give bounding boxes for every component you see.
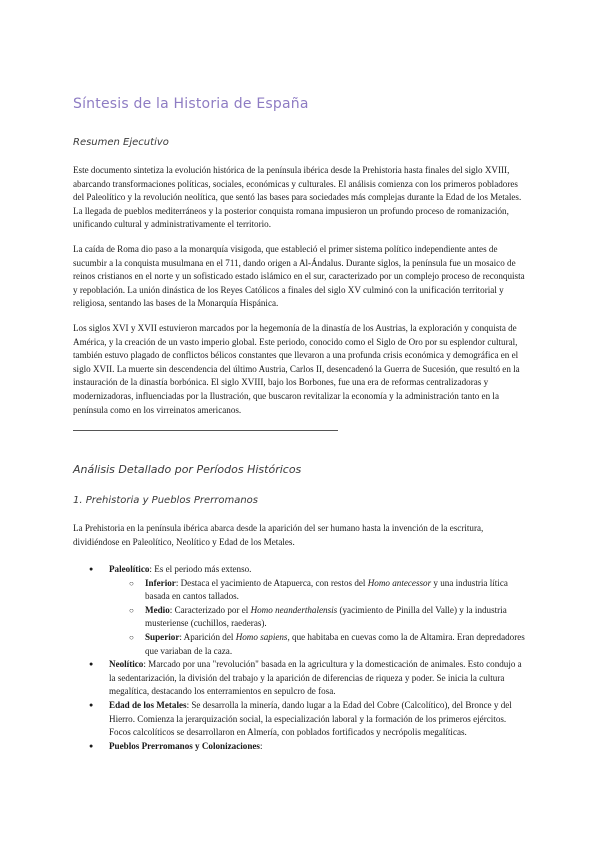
summary-heading: Resumen Ejecutivo <box>73 137 169 148</box>
horizontal-divider <box>73 430 338 431</box>
list-item-superior <box>109 631 530 658</box>
analysis-heading: Análisis Detallado por Períodos Históricos <box>73 463 302 476</box>
text-medio-b: (yacimiento de Pinilla del Valle) y la industria musteriense (cuchillos, raederas). <box>145 604 507 629</box>
species-antecessor: Homo antecessor <box>367 577 432 588</box>
periods-list <box>73 563 530 753</box>
list-item-inferior <box>109 577 530 604</box>
text-neolitico: : Marcado por una "revolución" basada en la agricultura y la domesticación de animales. Esto condujo a la sedentarización, la división del trabajo y la aparición de diferencias de riqueza y poder. Se inicia la cultura megalítica, destacando los enterramientos en sepulcro de fosa. <box>109 659 522 697</box>
term-neolitico: Neolítico <box>109 659 144 670</box>
list-item-pueblos <box>73 740 530 754</box>
term-inferior: Inferior <box>145 577 176 588</box>
species-neanderthalensis: Homo neanderthalensis <box>250 604 338 615</box>
term-medio: Medio <box>145 604 170 615</box>
term-superior: Superior <box>145 631 180 642</box>
list-item-medio <box>109 604 530 631</box>
term-metales: Edad de los Metales <box>109 699 187 710</box>
term-pueblos: Pueblos Prerromanos y Colonizaciones <box>109 740 260 751</box>
summary-paragraph-2: La caída de Roma dio paso a la monarquía visigoda, que estableció el primer sistema político independiente antes de sucumbir a la conquista musulmana en el 711, dando origen a Al-Ándalus. Durante siglos, la península fue un mosaico de reinos cristianos en el norte y un sofisticado estado islámico en el sur, caracterizado por un complejo proceso de reconquista y repoblación. La unión dinástica de los Reyes Católicos a finales del siglo XV culminó con la unificación territorial y religiosa, sentando las bases de la Monarquía Hispánica. <box>73 244 525 309</box>
section-heading-prehistoria: 1. Prehistoria y Pueblos Prerromanos <box>73 495 258 506</box>
text-inferior-a: : Destaca el yacimiento de Atapuerca, con restos del <box>175 577 368 588</box>
term-paleolitico: Paleolítico <box>109 564 150 574</box>
text-metales: : Se desarrolla la minería, dando lugar a la Edad del Cobre (Calcolítico), del Bronce y del Hierro. Comienza la jerarquización social, la especialización laboral y la formación de los primeros ejércitos. Focos calcolíticos se desarrollaron en Almería, con poblados fortificados y necrópolis megalíticas. <box>109 699 512 738</box>
text-medio-a: : Caracterizado por el <box>169 604 251 615</box>
text-pueblos: : <box>259 740 263 751</box>
list-item-paleolitico <box>73 563 530 658</box>
text-superior-b: , que habitaba en cuevas como la de Altamira. Eran depredadores que variaban de la caza. <box>145 631 525 656</box>
text-inferior-b: y una industria lítica basada en cantos tallados. <box>145 577 508 602</box>
paleolitico-sublist <box>109 577 530 659</box>
document-title: Síntesis de la Historia de España <box>73 96 309 112</box>
summary-paragraph-1: Este documento sintetiza la evolución histórica de la península ibérica desde la Prehistoria hasta finales del siglo XVIII, abarcando transformaciones políticas, sociales, económicas y culturales. El análisis comienza con los primeros pobladores del Paleolítico y la revolución neolítica, que sentó las bases para sociedades más complejas durante la Edad de los Metales. La llegada de pueblos mediterráneos y la posterior conquista romana impusieron un profundo proceso de romanización, unificando cultural y administrativamente el territorio. <box>73 165 522 230</box>
species-sapiens: Homo sapiens <box>235 631 288 642</box>
text-superior-a: : Aparición del <box>179 631 236 642</box>
section-intro: La Prehistoria en la península ibérica abarca desde la aparición del ser humano hasta la invención de la escritura, dividiéndose en Paleolítico, Neolítico y Edad de los Metales. <box>73 523 484 547</box>
periods-list-container <box>73 563 530 753</box>
summary-paragraph-3: Los siglos XVI y XVII estuvieron marcados por la hegemonía de la dinastía de los Austrias, la exploración y conquista de América, y la creación de un vasto imperio global. Este periodo, conocido como el Siglo de Oro por su esplendor cultural, también estuvo plagado de conflictos bélicos constantes que llevaron a una profunda crisis económica y demográfica en el siglo XVII. La muerte sin descendencia del último Austria, Carlos II, desencadenó la Guerra de Sucesión, que resultó en la instauración de la dinastía borbónica. El siglo XVIII, bajo los Borbones, fue una era de reformas centralizadoras y modernizadoras, influenciadas por la Ilustración, que buscaron revitalizar la economía y la administración tanto en la península como en los virreinatos americanos. <box>73 323 520 415</box>
text-paleolitico: : Es el periodo más extenso. <box>149 564 252 574</box>
list-item-metales <box>73 699 530 740</box>
list-item-neolitico <box>73 658 530 699</box>
